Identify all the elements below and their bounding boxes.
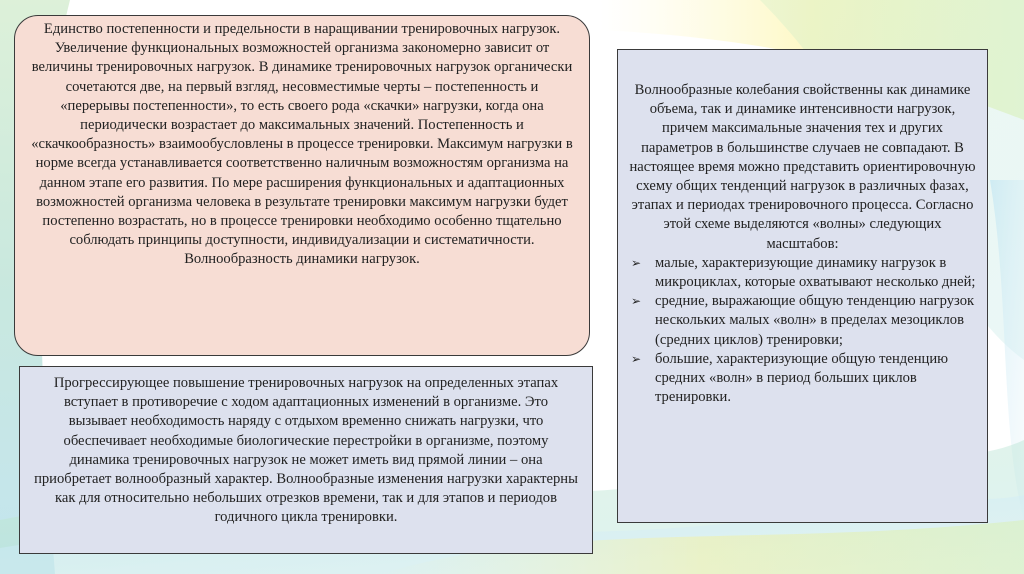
wave-scheme-text-box — [617, 49, 988, 523]
arrow-bullet-icon: ➢ — [631, 294, 642, 309]
gradualness-text-box — [14, 15, 590, 356]
list-item-text: малые, характеризующие динамику нагрузок в микроциклах, которые охватывают несколько дней; — [655, 254, 976, 291]
progressive-load-text-box — [19, 366, 593, 554]
list-item — [628, 254, 977, 292]
list-item — [628, 292, 977, 350]
gradualness-paragraph: Единство постепенности и предельности в наращивании тренировочных нагрузок. Увеличение функциональных возможностей организма закономерно зависит от величины тренировочных нагрузок. В динамике тренировочных нагрузок органически сочетаются две, на первый взгляд, несовместимые черты – постепенность и «перерывы постепенности», то есть своего рода «скачки» нагрузки, когда она периодически возрастает до максимальных значений. Постепенность и «скачкообразность» взаимообусловлены в процессе тренировки. Максимум нагрузки в норме всегда устанавливается соответственно наличным возможностям организма на данном этапе его развития. По мере расширения функциональных и адаптационных возможностей организма человека в результате тренировки максимум нагрузки будет постепенно возрастать, но в процессе тренировки необходимо особенно тщательно соблюдать принципы доступности, индивидуализации и систематичности. Волнообразность динамики нагрузок. — [31, 21, 573, 268]
arrow-bullet-icon: ➢ — [631, 351, 642, 366]
progressive-load-paragraph: Прогрессирующее повышение тренировочных нагрузок на определенных этапах вступает в противоречие с ходом адаптационных изменений в организме. Это вызывает необходимость наряду с отдыхом временно снижать нагрузки, что обеспечивает необходимые биологические перестройки в организме, поэтому динамика тренировочных нагрузок не может иметь вид прямой линии – она приобретает волнообразный характер. Волнообразные изменения нагрузки характерны как для относительно небольших отрезков времени, так и для этапов и периодов годичного цикла тренировки. — [34, 375, 578, 526]
wave-scale-list — [628, 254, 977, 408]
wave-scheme-intro: Волнообразные колебания свойственны как динамике объема, так и динамике интенсивности нагрузок, причем максимальные значения тех и других параметров в большинстве случаев не совпадают. В настоящее время можно представить ориентировочную схему общих тенденций нагрузок в различных фазах, этапах и периодах тренировочного процесса. Согласно этой схеме выделяются «волны» следующих масштабов: — [629, 82, 976, 252]
arrow-bullet-icon: ➢ — [631, 255, 642, 270]
list-item-text: большие, характеризующие общую тенденцию средних «волн» в период больших циклов тренировки. — [655, 350, 949, 406]
list-item-text: средние, выражающие общую тенденцию нагрузок нескольких малых «волн» в пределах мезоциклов (средних циклов) тренировки; — [655, 293, 975, 348]
list-item — [628, 350, 977, 408]
